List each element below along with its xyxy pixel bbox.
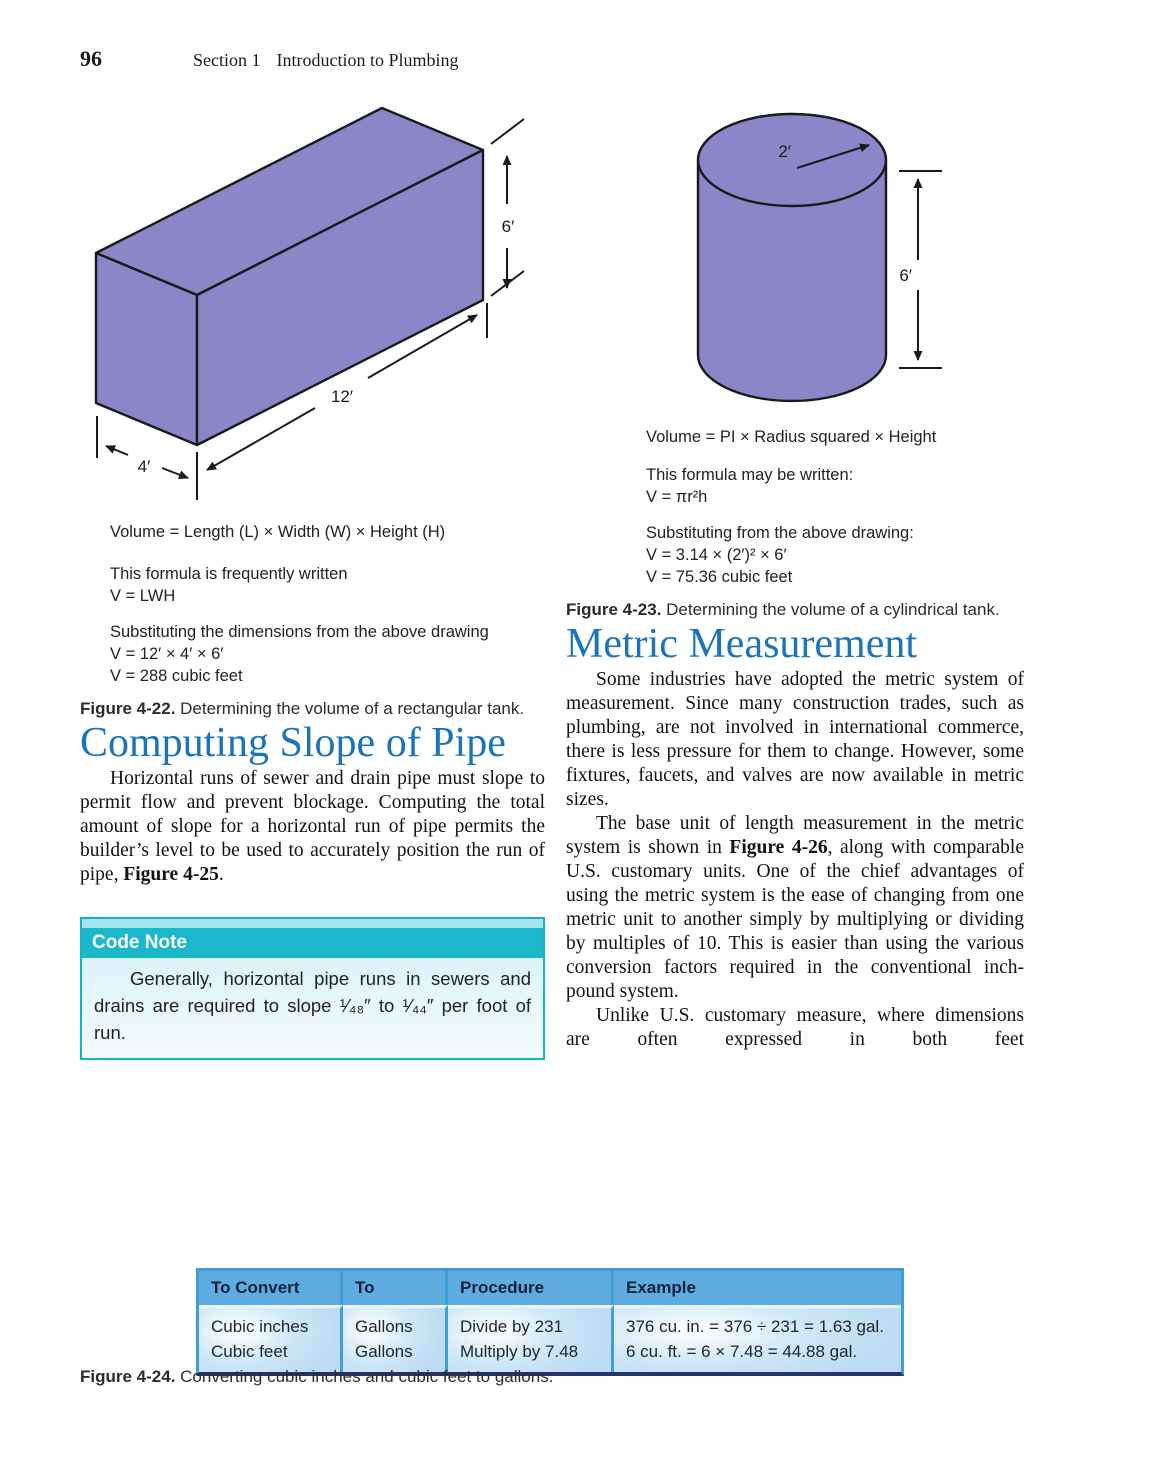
code-note-box: [80, 917, 545, 1060]
code-note-body: Generally, horizontal pipe runs in sewers and drains are required to slope ¹⁄₄₈″ to ¹⁄₄₄″ per foot of run.: [94, 968, 531, 1043]
table-cell: [343, 1305, 448, 1372]
figure-4-24-caption: [80, 1367, 840, 1387]
figure-4-22-caption-text: Determining the volume of a rectangular tank.: [175, 699, 525, 718]
table-cell: [199, 1305, 343, 1372]
figure-4-26-reference: Figure 4-26: [729, 837, 828, 858]
table-header-cell: Procedure: [448, 1271, 614, 1305]
figure-4-24-caption-text: Converting cubic inches and cubic feet to gallons.: [175, 1367, 554, 1386]
metric-paragraph-2: The base unit of length measurement in the metric system is shown in Figure 4-26, along with comparable U.S. customary units. One of the chief advantages of using the metric system is the ease of changing from one metric unit to another simply by multiplying or dividing by multiples of 10. This is easier than using the various conversion factors required in the conventional inch-pound system.: [566, 813, 1024, 1002]
cylindrical-tank-figure: [645, 105, 975, 405]
table-cell: [448, 1305, 614, 1372]
box-subst-line2: V = 288 cubic feet: [110, 667, 243, 685]
table-cell-line: Cubic inches: [211, 1317, 309, 1336]
table-cell-line: Multiply by 7.48: [460, 1342, 579, 1361]
box-substitution: [110, 621, 545, 687]
running-head: [193, 50, 459, 71]
width-dimension-label: 4′: [137, 457, 151, 476]
code-note-top-strip: [82, 919, 543, 928]
slope-paragraph: Horizontal runs of sewer and drain pipe must slope to permit flow and prevent blockage. Computing the total amount of slope for a horizontal run of pipe permits the builder’s level to be used to accurately position the run of pipe, Figure 4-25.: [80, 768, 545, 885]
metric-paragraph-3: Unlike U.S. customary measure, where dimensions are often expressed in both feet: [566, 1005, 1024, 1050]
cyl-subst-line2: V = 75.36 cubic feet: [646, 568, 793, 586]
box-volume-formula: Volume = Length (L) × Width (W) × Height (H): [110, 523, 446, 541]
box-written-formula: V = LWH: [110, 587, 176, 605]
figure-4-23-caption-text: Determining the volume of a cylindrical tank.: [661, 600, 1000, 619]
figure-4-23-caption-number: Figure 4-23.: [566, 600, 662, 619]
left-column: [80, 100, 545, 1060]
figure-4-24-caption-number: Figure 4-24.: [80, 1367, 176, 1386]
cyl-subst-line1: V = 3.14 × (2′)² × 6′: [646, 546, 787, 564]
cyl-written-formula: V = πr²h: [646, 488, 708, 506]
box-subst-line1: V = 12′ × 4′ × 6′: [110, 645, 224, 663]
table-header-cell: Example: [614, 1271, 901, 1305]
right-column: [566, 105, 1024, 1052]
table-header-cell: To: [343, 1271, 448, 1305]
section-title: Introduction to Plumbing: [276, 50, 459, 70]
table-cell-line: 6 cu. ft. = 6 × 7.48 = 44.88 gal.: [626, 1342, 858, 1361]
height-dimension: [491, 119, 524, 296]
metric-paragraph-1: Some industries have adopted the metric system of measurement. Since many construction trades, such as plumbing, are not involved in international commerce, there is less pressure for them to change. However, some fixtures, faucets, and valves are now available in metric sizes.: [566, 669, 1024, 810]
figure-4-22-caption-number: Figure 4-22.: [80, 699, 176, 718]
radius-dimension-label: 2′: [778, 142, 791, 161]
cyl-formula-written: [646, 464, 1024, 508]
box-subst-intro: Substituting the dimensions from the above drawing: [110, 623, 489, 641]
cyl-volume-formula: Volume = PI × Radius squared × Height: [646, 428, 937, 446]
section-label: Section 1: [193, 50, 261, 70]
table-cell-line: 376 cu. in. = 376 ÷ 231 = 1.63 gal.: [626, 1317, 884, 1336]
conversion-table-header-row: [199, 1271, 901, 1305]
table-cell-line: Cubic feet: [211, 1342, 288, 1361]
conversion-table-body-row: [199, 1305, 901, 1372]
box-formula-written: [110, 563, 545, 607]
rectangular-tank: [96, 108, 483, 445]
rectangular-tank-figure: [80, 100, 530, 502]
slope-paragraph-text: Horizontal runs of sewer and drain pipe must slope to permit flow and prevent blockage. Computing the total amount of slope for a horizontal run of pipe permits the builder’s level to be used to accurately position the run of pipe,: [80, 768, 545, 885]
figure-4-25-reference: Figure 4-25: [123, 864, 219, 885]
code-note-header: [82, 928, 543, 958]
cyl-written-intro: This formula may be written:: [646, 466, 854, 484]
slope-section-heading: Computing Slope of Pipe: [80, 720, 506, 766]
code-note-title: Code Note: [92, 932, 187, 953]
table-header-cell: To Convert: [199, 1271, 343, 1305]
length-dimension-label: 12′: [330, 387, 354, 406]
height-dimension-label: 6′: [501, 217, 515, 236]
figure-4-23-caption: [566, 598, 1024, 621]
table-cell-line: Gallons: [355, 1342, 413, 1361]
cylinder-top-face: [698, 114, 886, 206]
cylinder-height-label: 6′: [899, 266, 912, 285]
metric-section-heading: Metric Measurement: [566, 621, 918, 667]
figure-4-22-caption: [80, 697, 545, 720]
table-cell-line: Divide by 231: [460, 1317, 564, 1336]
cyl-substitution: [646, 522, 1024, 588]
table-cell-line: Gallons: [355, 1317, 413, 1336]
box-written-intro: This formula is frequently written: [110, 565, 348, 583]
conversion-table: [196, 1268, 904, 1376]
page-number: 96: [80, 46, 102, 71]
table-cell: [614, 1305, 901, 1372]
cyl-subst-intro: Substituting from the above drawing:: [646, 524, 914, 542]
